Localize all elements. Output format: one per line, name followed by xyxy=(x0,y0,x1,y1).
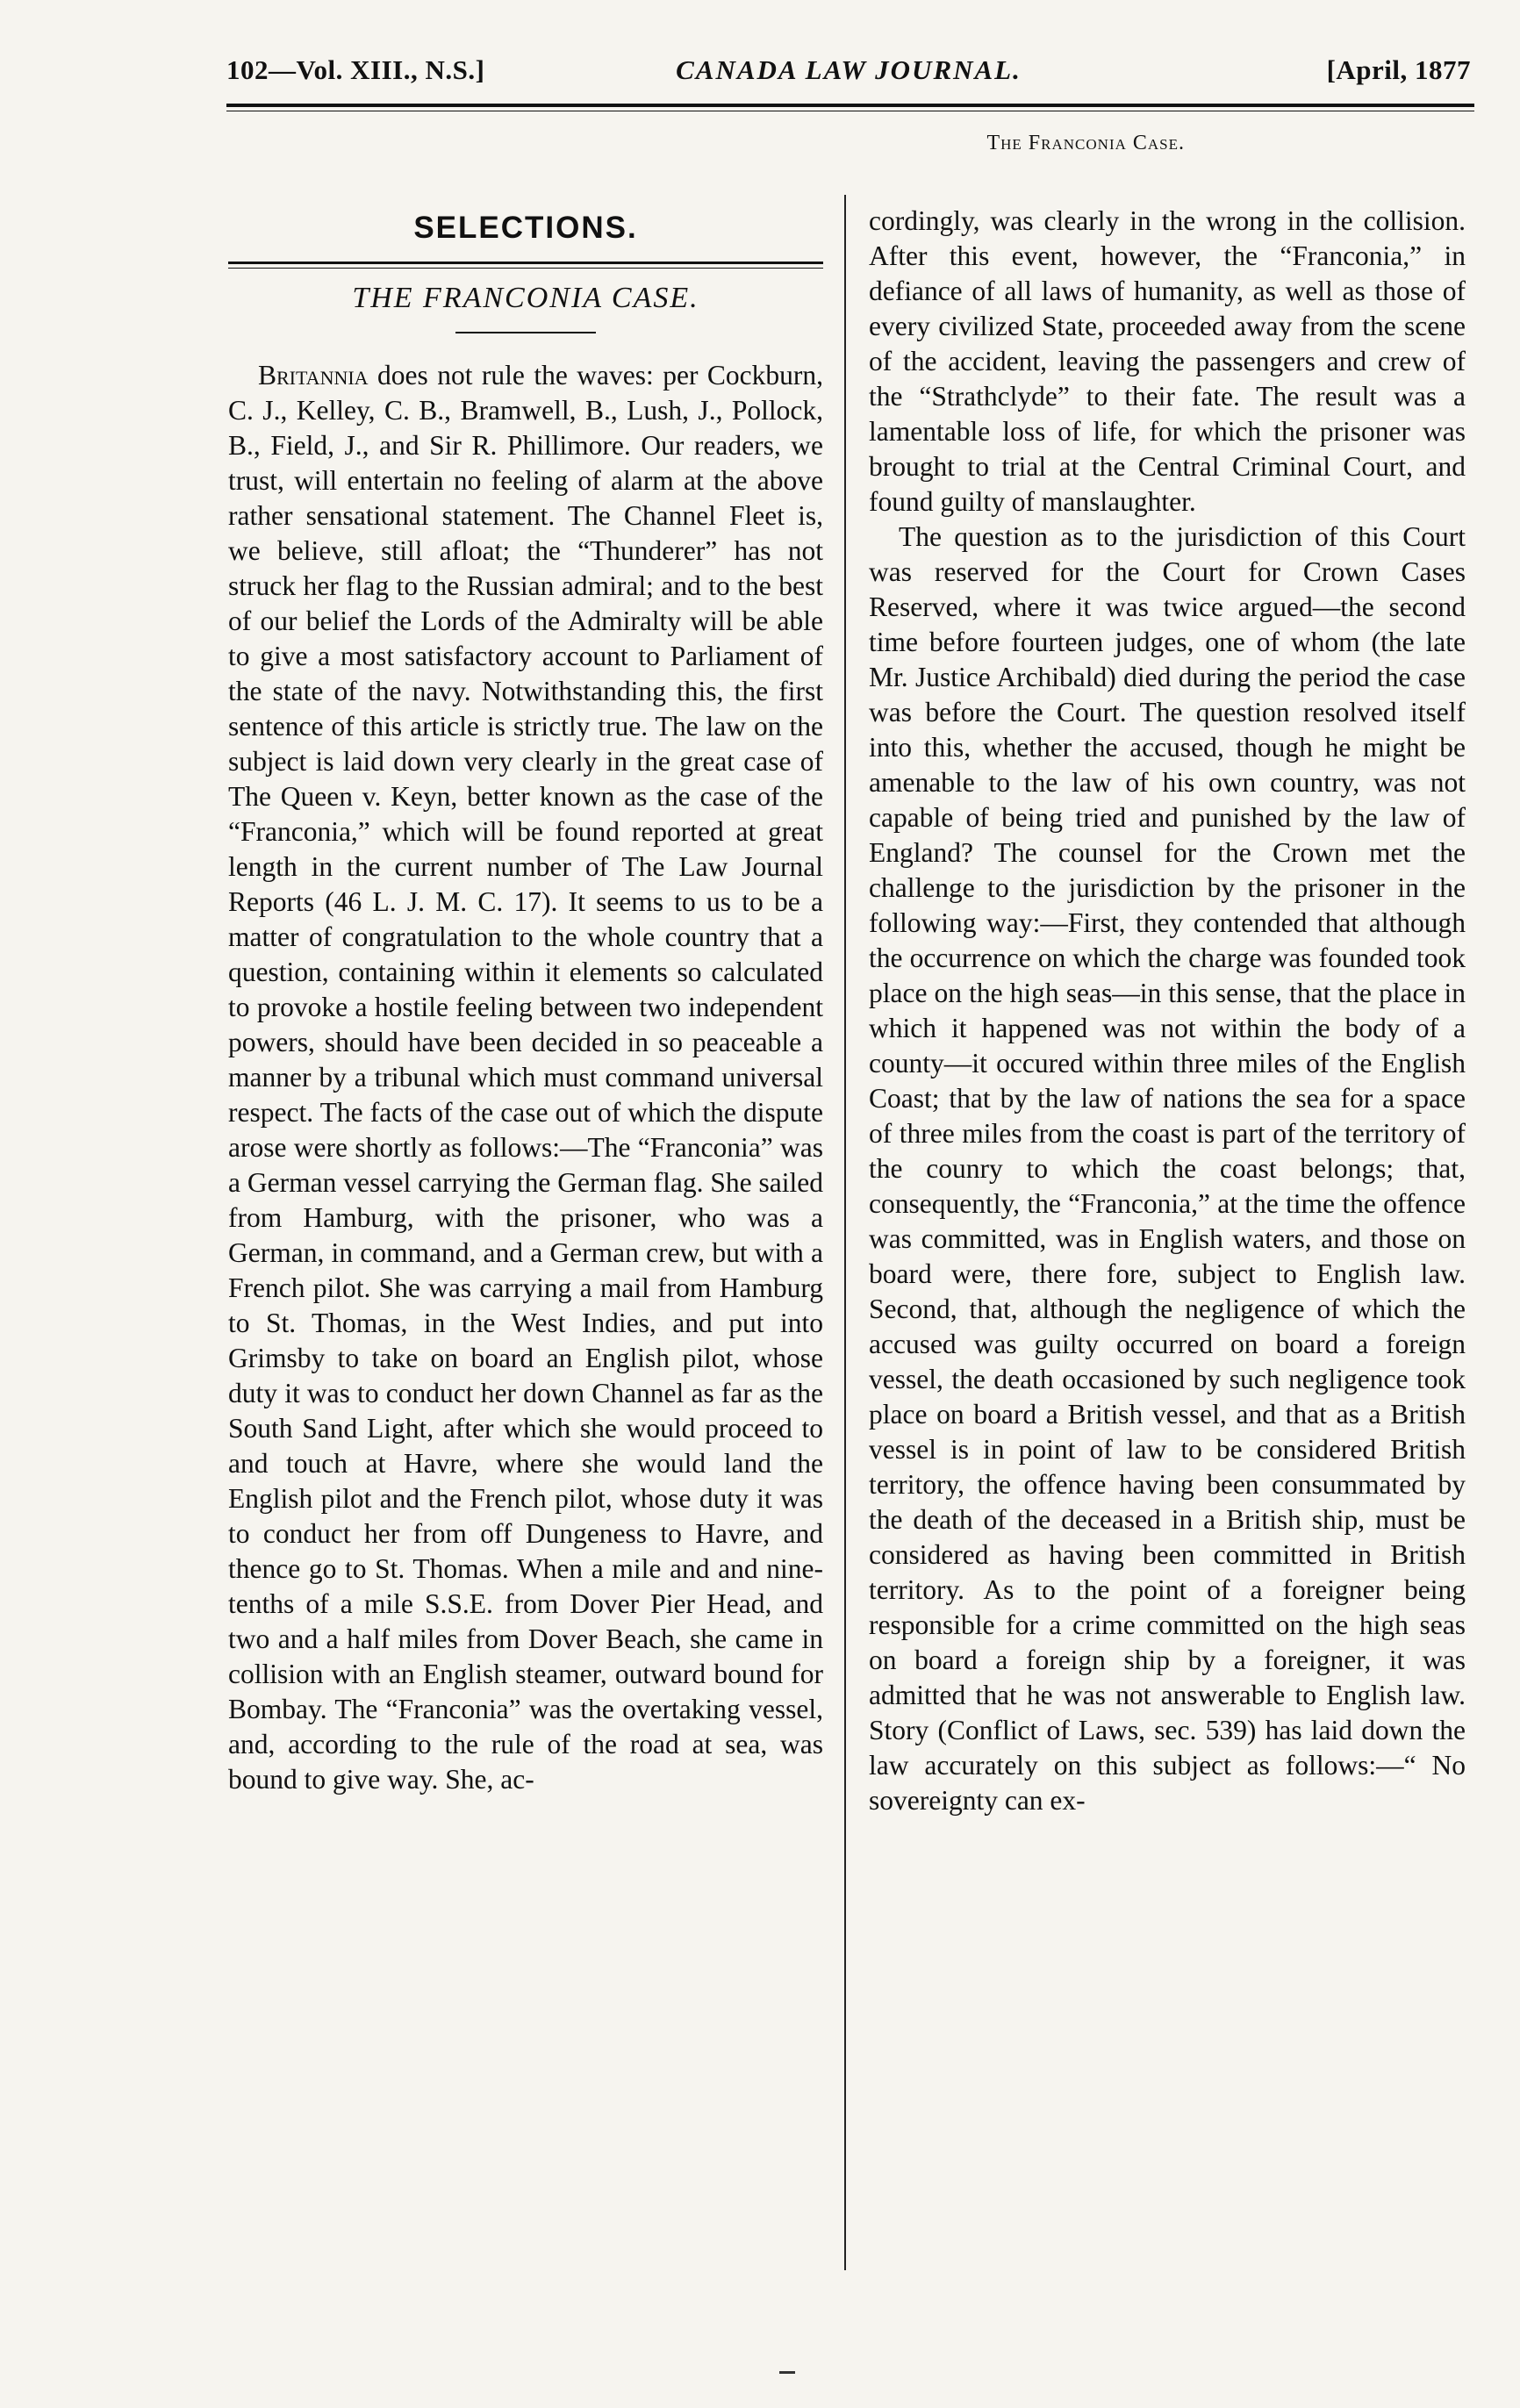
section-running-title: The Franconia Case. xyxy=(986,132,1185,154)
issue-date: [April, 1877 xyxy=(1326,54,1471,85)
drop-lead-word: Britannia xyxy=(258,360,369,391)
selections-rule-thick xyxy=(228,262,823,264)
footer-mark xyxy=(779,2371,795,2374)
column-divider xyxy=(844,195,846,2270)
right-column xyxy=(869,204,1466,1818)
left-column xyxy=(228,204,823,1797)
article-title: THE FRANCONIA CASE. xyxy=(352,282,699,314)
article-paragraph-continued: cordingly, was clearly in the wrong in the collision. After this event, however, the “Franconia,” in defiance of all laws of humanity, as well as those of every civilized State, proceeded away from the scene of the accident, leaving the passengers and crew of the “Strathclyde” to their fate. The result was a lamentable loss of life, for which the prisoner was brought to trial at the Central Criminal Court, and found guilty of manslaughter. xyxy=(869,205,1466,517)
journal-title: CANADA LAW JOURNAL. xyxy=(676,54,1022,85)
selections-rule-thin xyxy=(228,268,823,269)
header-rule-thick xyxy=(226,104,1474,107)
page-volume-label: 102—Vol. XIII., N.S.] xyxy=(226,54,485,85)
selections-heading: SELECTIONS. xyxy=(413,211,638,245)
title-rule xyxy=(455,332,596,333)
article-paragraph xyxy=(228,358,823,1797)
paragraph-text: does not rule the waves: per Cockburn, C. J., Kelley, C. B., Bramwell, B., Lush, J., Pollock, B., Field, J., and Sir R. Phillimore. Our readers, we trust, will entertain no feeling of alarm at the above rather sensational statement. The Channel Fleet is, we believe, still afloat; the “Thunderer” has not struck her flag to the Russian admiral; and to the best of our belief the Lords of the Admiralty will be able to give a most satisfactory account to Parliament of the state of the navy. Notwithstanding this, the first sentence of this article is strictly true. The law on the subject is laid down very clearly in the great case of The Queen v. Keyn, better known as the case of the “Franconia,” which will be found reported at great length in the current number of The Law Journal Reports (46 L. J. M. C. 17). It seems to us to be a matter of congratulation to the whole country that a question, containing within it elements so calculated to provoke a hostile feeling between two independent powers, should have been decided in so peaceable a manner by a tribunal which must command universal respect. The facts of the case out of which the dispute arose were shortly as follows:—The “Franconia” was a German vessel carrying the German flag. She sailed from Hamburg, with the prisoner, who was a German, in command, and a German crew, but with a French pilot. She was carrying a mail from Hamburg to St. Thomas, in the West Indies, and put into Grimsby to take on board an English pilot, whose duty it was to conduct her down Channel as far as the South Sand Light, after which she would proceed to and touch at Havre, where she would land the English pilot and the French pilot, whose duty it was to conduct her from off Dungeness to Havre, and thence go to St. Thomas. When a mile and and nine-tenths of a mile S.S.E. from Dover Pier Head, and two and a half miles from Dover Beach, she came in collision with an English steamer, outward bound for Bombay. The “Franconia” was the overtaking vessel, and, according to the rule of the road at sea, was bound to give way. She, ac- xyxy=(228,360,823,1795)
article-paragraph: The question as to the jurisdiction of this Court was reserved for the Court for Crown Cases Reserved, where it was twice argued—the second time before fourteen judges, one of whom (the late Mr. Justice Archibald) died during the period the case was before the Court. The question resolved itself into this, whether the accused, though he might be amenable to the law of his own country, was not capable of being tried and punished by the law of England? The counsel for the Crown met the challenge to the jurisdiction by the prisoner in the following way:—First, they contended that although the occurrence on which the charge was founded took place on the high seas—in this sense, that the place in which it happened was not within the body of a county—it occured within three miles of the English Coast; that by the law of nations the sea for a space of three miles from the coast is part of the territory of the counry to which the coast belongs; that, consequently, the “Franconia,” at the time the offence was committed, was in English waters, and those on board were, there fore, subject to English law. Second, that, although the negligence of which the accused was guilty occurred on board a foreign vessel, the death occasioned by such negligence took place on board a British vessel, and that as a British vessel is in point of law to be considered British territory, the offence having been consummated by the death of the deceased in a British ship, must be considered as having been committed in British territory. As to the point of a foreigner being responsible for a crime committed on the high seas on board a foreign ship by a foreigner, it was admitted that he was not answerable to English law. Story (Conflict of Laws, sec. 539) has laid down the law accurately on this subject as follows:—“ No sovereignty can ex- xyxy=(869,521,1466,1816)
